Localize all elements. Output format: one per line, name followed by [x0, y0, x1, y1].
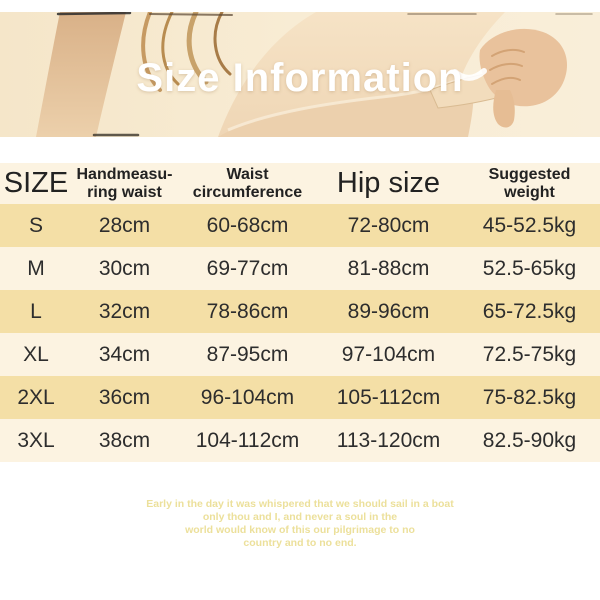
cell-hip: 97-104cm: [341, 342, 436, 366]
size-row-2xl: [0, 376, 600, 419]
poem-line: world would know of this our pilgrimage to no: [185, 524, 415, 536]
cell-size: 2XL: [17, 385, 55, 409]
cell-waist: 104-112cm: [195, 428, 300, 452]
cell-hand-waist: 30cm: [98, 256, 151, 280]
cell-weight: 65-72.5kg: [482, 299, 577, 323]
size-row-3xl: [0, 419, 600, 462]
cell-weight: 82.5-90kg: [482, 428, 577, 452]
col-header-waist-line1: Waist: [226, 165, 269, 183]
cell-hip: 81-88cm: [347, 256, 430, 280]
col-header-suggested-weight: [459, 163, 600, 204]
poem-line: country and to no end.: [243, 537, 357, 549]
cell-size: L: [30, 299, 42, 323]
cell-waist: 96-104cm: [200, 385, 295, 409]
cell-weight: 45-52.5kg: [482, 213, 577, 237]
cell-hand-waist: 38cm: [98, 428, 151, 452]
cell-waist: 78-86cm: [206, 299, 289, 323]
cell-hip: 89-96cm: [347, 299, 430, 323]
size-row-xl: [0, 333, 600, 376]
size-table: [0, 163, 600, 462]
cell-hand-waist: 32cm: [98, 299, 151, 323]
cell-hip: 113-120cm: [336, 428, 441, 452]
cell-hand-waist: 36cm: [98, 385, 151, 409]
col-header-waist-line2: circumference: [192, 183, 303, 201]
col-header-hand-waist: [72, 163, 177, 204]
size-row-l: [0, 290, 600, 333]
cell-size: 3XL: [17, 428, 55, 452]
size-row-s: [0, 204, 600, 247]
cell-hand-waist: 28cm: [98, 213, 151, 237]
cell-weight: 52.5-65kg: [482, 256, 577, 280]
hero-photo: [0, 12, 600, 137]
cell-weight: 75-82.5kg: [482, 385, 577, 409]
hero-title: Size Information: [136, 56, 464, 100]
col-header-weight-line1: Suggested: [488, 165, 571, 183]
col-header-waist-circumference: [177, 163, 318, 204]
col-header-hand-waist-line2: ring waist: [87, 183, 162, 201]
cell-weight: 72.5-75kg: [482, 342, 577, 366]
cell-hip: 105-112cm: [336, 385, 441, 409]
cell-hip: 72-80cm: [347, 213, 430, 237]
col-header-hip-size: Hip size: [336, 167, 441, 199]
table-header-row: [0, 163, 600, 204]
cell-waist: 87-95cm: [206, 342, 289, 366]
col-header-size: SIZE: [3, 167, 69, 199]
cell-waist: 69-77cm: [206, 256, 289, 280]
cell-hand-waist: 34cm: [98, 342, 151, 366]
cell-size: M: [27, 256, 45, 280]
cell-waist: 60-68cm: [206, 213, 289, 237]
col-header-hand-waist-line1: Handmeasu-: [76, 165, 173, 183]
cell-size: XL: [23, 342, 49, 366]
size-row-m: [0, 247, 600, 290]
poem-line: only thou and I, and never a soul in the: [202, 511, 398, 523]
cell-size: S: [28, 213, 43, 237]
col-header-weight-line2: weight: [504, 183, 555, 201]
poem-line: Early in the day it was whispered that we should sail in a boat: [146, 498, 454, 510]
footer-poem: [0, 498, 600, 550]
